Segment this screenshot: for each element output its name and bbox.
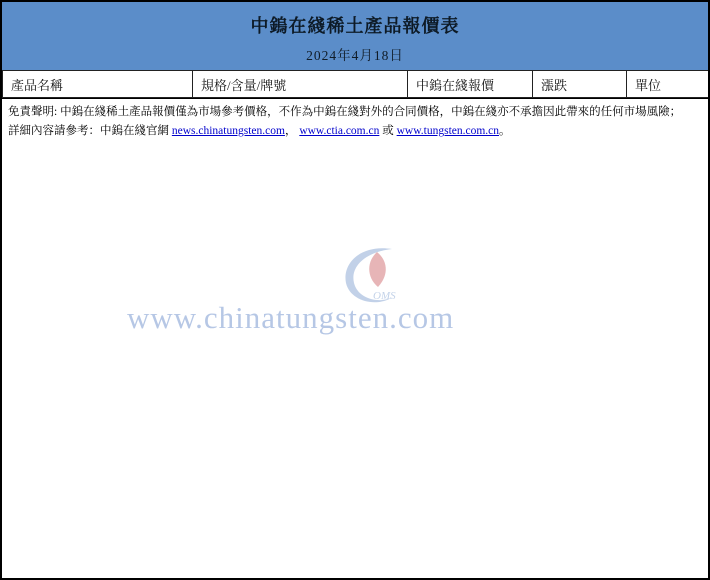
col-header-spec: 規格/含量/牌號 [193,71,408,98]
svg-text:OMS: OMS [373,290,396,302]
col-header-price: 中鎢在綫報價 [408,71,533,98]
disclaimer-end: 。 [499,125,511,137]
disclaimer-separator: ， [284,125,300,137]
disclaimer-line1: 免責聲明: 中鎢在綫稀土產品報價僅為市場參考價格，不作為中鎢在綫對外的合同價格，中鎢在綫亦不承擔因此帶來的任何市場風險； [8,106,682,118]
link-news-chinatungsten[interactable]: news.chinatungsten.com [171,125,285,137]
disclaimer-line2-prefix: 詳細內容請參考：中鎢在綫官網 [8,125,172,137]
watermark-text: www.chinatungsten.com [127,300,455,335]
disclaimer [2,98,708,146]
link-tungsten[interactable]: www.tungsten.com.cn [396,125,500,137]
link-ctia[interactable]: www.ctia.com.cn [299,125,380,137]
title-block [2,2,708,70]
disclaimer-line2 [8,122,702,141]
disclaimer-separator: 或 [379,125,397,137]
page-title: 中鎢在綫稀土產品報價表 [250,16,460,36]
price-table [2,70,710,98]
col-header-unit: 單位 [627,71,710,98]
table-header-row [3,71,710,98]
col-header-product: 產品名稱 [3,71,193,98]
chinatungsten-logo-icon [338,242,410,317]
report-date: 2024年4月18日 [306,48,404,63]
col-header-change: 漲跌 [533,71,627,98]
